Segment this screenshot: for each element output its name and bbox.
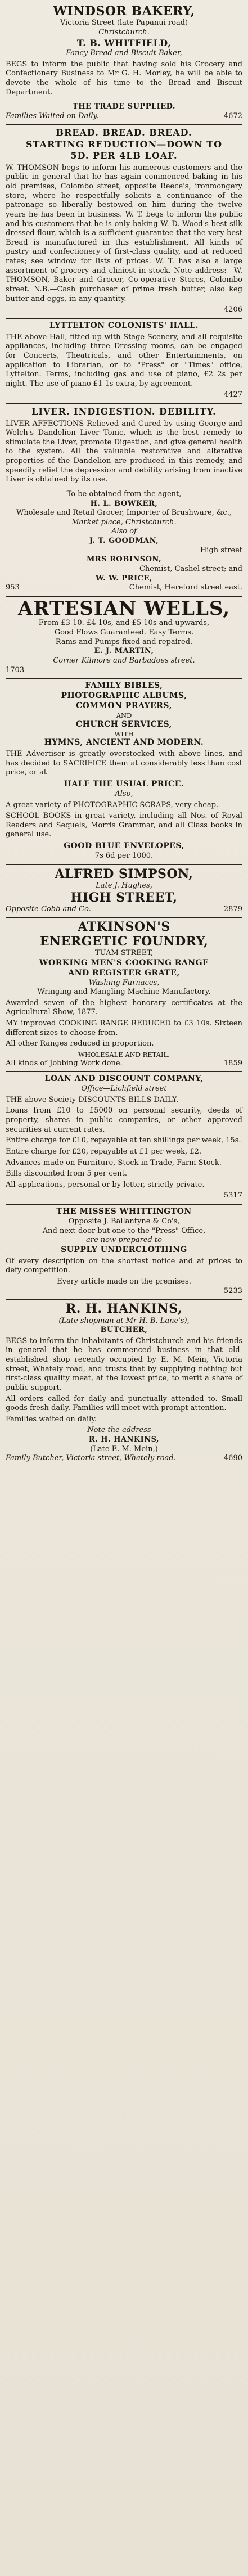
ad-range-1: WORKING MEN'S COOKING RANGE	[39, 958, 209, 967]
ad-number: 953	[6, 583, 20, 592]
ad-body: BEGS to inform the public that having sold his Grocery and Confectionery Business to Mr G. H. Morley, he will be able to devote the whole of his time to the Bread and Biscuit Department.	[6, 60, 242, 97]
ad-body: W. THOMSON begs to inform his numerous customers and the public in general that he has again commenced baking in his old premises, Colombo street, opposite Reece's, ironmongery store, where he respectfully solicits a continuance of the patronage so liberally bestowed on him during the twelve years he has been in business. W. T. begs to inform the public and his customers that he is only baking W. D. Wood's best silk dressed flour, which is a sufficient guarantee that the very best Bread is manufactured in this establishment. All kinds of pastry and confectionery of first-class quality, and at reduced rates; see window for lists of prices. W. T. has also a large assortment of grocery and cliniest in stock. Note address:—W. THOMSON, Baker and Grocer, Co-operative Stores, Colombo street. N.B.—Cash purchaser of prime fresh butter, also keg butter and eggs, in any quantity.	[6, 163, 242, 303]
ad-opposite: Opposite Cobb and Co.	[6, 904, 91, 913]
ad-body-3: All other Ranges reduced in proportion.	[6, 1039, 154, 1048]
ad-name: E. J. MARTIN,	[94, 647, 154, 656]
ad-title: WINDSOR BAKERY,	[53, 4, 195, 19]
ad-title-3: COMMON PRAYERS,	[76, 701, 172, 711]
ad-washing: Washing Furnaces,	[88, 978, 160, 987]
ad-body: THE Advertiser is greatly overstocked with above lines, and has decided to SACRIFICE them at considerably less than cost price, or at	[6, 750, 242, 777]
ad-family-bibles	[6, 679, 242, 864]
ad-title: ARTESIAN WELLS,	[17, 597, 231, 620]
ad-body: LIVER AFFECTIONS Relieved and Cured by using George and Welch's Dandelion Liver Tonic, which is the best remedy to stimulate the Liver, promote Digestion, and give general health to the system. All the valuable restorative and alterative properties of the Dandelion are produced in this remedy, and speedily relief the depression and debility arising from inactive Liver is obtained by its use.	[6, 419, 242, 484]
ad-body-6: Bills discounted from 5 per cent.	[6, 1169, 127, 1178]
ad-title: THE MISSES WHITTINGTON	[56, 1207, 192, 1217]
ad-title-5: HYMNS, ANCIENT AND MODERN.	[44, 738, 204, 747]
ad-address: Corner Kilmore and Barbadoes street.	[53, 656, 195, 665]
ad-agent: H. L. BOWKER,	[90, 499, 158, 508]
ad-good-price: 7s 6d per 1000.	[94, 852, 154, 861]
ad-price: From £3 10. £4 10s, and £5 10s and upwards,	[38, 619, 210, 628]
ad-kinds: All kinds of Jobbing Work done.	[6, 1059, 123, 1068]
ad-number: 4427	[223, 390, 242, 399]
ad-range-2: AND REGISTER GRATE,	[68, 968, 180, 978]
ad-body: Of every description on the shortest notice and at prices to defy competition.	[6, 1257, 242, 1275]
ad-liver-tonic	[6, 404, 242, 597]
ad-owner: T. B. WHITFIELD,	[76, 37, 172, 48]
ad-footer	[6, 583, 242, 593]
ad-office: Office—Lichfield street	[81, 1084, 167, 1093]
ad-body-4: Entire charge for £20, repayable at £1 per week, £2.	[6, 1147, 201, 1156]
ad-owner-line: Fancy Bread and Biscuit Baker,	[66, 49, 182, 58]
ad-next: And next-door but one to the "Press" Office,	[42, 1226, 206, 1235]
ad-wringing: Wringing and Mangling Machine Manufactory.	[37, 988, 211, 997]
ad-number: 4206	[223, 305, 242, 314]
ad-note: Note the address —	[87, 1426, 161, 1435]
ad-school: SCHOOL BOOKS in great variety, including all Nos. of Royal Readers and Sequels, Morris Grammar, and all Class books in general use.	[6, 812, 242, 839]
ad-and: AND	[116, 711, 132, 719]
ad-location: Victoria Street (late Papanui road)	[60, 19, 188, 28]
ad-orders: All orders called for daily and punctually attended to. Small goods fresh daily. Families will meet with prompt attention.	[6, 1394, 242, 1413]
ad-atkinson-foundry	[6, 918, 242, 1072]
ad-agent-line: Wholesale and Retail Grocer, Importer of Brushware, &c.,	[16, 508, 232, 517]
ad-artesian-wells	[6, 597, 242, 679]
ad-title-4: CHURCH SERVICES,	[75, 719, 173, 729]
ad-body-5: Advances made on Furniture, Stock-in-Trade, Farm Stock.	[6, 1158, 222, 1167]
ad-title-2: PHOTOGRAPHIC ALBUMS,	[61, 691, 187, 701]
ad-title: ALFRED SIMPSON,	[55, 866, 193, 881]
ad-opposite: Opposite J. Ballantyne & Co's,	[68, 1217, 180, 1226]
ad-late-2: (Late E. M. Mein,)	[90, 1444, 158, 1453]
ad-number: 5233	[223, 1286, 242, 1295]
ad-headline-3: 5D. PER 4LB LOAF.	[70, 150, 178, 161]
ad-body-7: All applications, personal or by letter, strictly private.	[6, 1180, 205, 1189]
ad-windsor-bakery	[6, 2, 242, 125]
ad-guarantee: Good Flows Guaranteed. Easy Terms.	[54, 628, 194, 637]
ad-footer-text: Family Butcher, Victoria street, Whately road.	[6, 1454, 176, 1463]
ad-city: Christchurch.	[98, 28, 150, 37]
ad-misses-whittington	[6, 1205, 242, 1300]
ad-address: Families waited on daily.	[6, 1415, 97, 1424]
ad-alfred-simpson	[6, 865, 242, 918]
ad-good: GOOD BLUE ENVELOPES,	[64, 841, 184, 851]
ad-rams: Rams and Pumps fixed and repaired.	[55, 637, 193, 646]
ad-butcher: BUTCHER,	[100, 1326, 148, 1335]
ad-every: Every article made on the premises.	[57, 1277, 191, 1286]
ad-goodman: J. T. GOODMAN,	[89, 537, 159, 546]
ad-number: 1703	[6, 665, 25, 674]
ad-also: Also,	[115, 789, 133, 798]
ad-late: (Late shopman at Mr H. B. Lane's),	[58, 1316, 190, 1325]
ad-with: WITH	[114, 729, 134, 738]
ad-agent-place: Market place, Christchurch.	[71, 517, 177, 526]
ad-now: are now prepared to	[86, 1236, 162, 1245]
ad-body: THE above Hall, fitted up with Stage Scenery, and all requisite appliances, including three Dressing rooms, can be engaged for Concerts, Theatricals, and other Entertainments, on application to Librarian, or to "Press" or "Times" office, Lyttelton. Terms, including gas and use of piano, £2 2s per night. The use of piano £1 1s extra, by agreement.	[6, 332, 242, 388]
ad-street: HIGH STREET,	[70, 890, 178, 905]
ad-address: TUAM STREET,	[94, 949, 154, 958]
ad-photo: A great variety of PHOTOGRAPHIC SCRAPS, very cheap.	[6, 800, 219, 809]
ad-body-2: MY improved COOKING RANGE REDUCED to £3 10s. Sixteen different sizes to choose from.	[6, 1019, 242, 1037]
ad-robinson: MRS ROBINSON,	[87, 555, 161, 564]
ad-body-2: Loans from £10 to £5000 on personal security, deeds of property, shares in public companies, or other approved securities at current rates.	[6, 1106, 242, 1134]
ad-families: Families Waited on Daily.	[6, 111, 99, 120]
ad-price-place: Chemist, Hereford street east.	[129, 583, 242, 592]
ad-hankins-butcher	[6, 1300, 242, 1467]
ad-body-3: Entire charge for £10, repayable at ten shillings per week, 15s.	[6, 1136, 241, 1145]
ad-number: 4672	[223, 111, 242, 120]
ad-trade: THE TRADE SUPPLIED.	[73, 102, 175, 111]
ad-robinson-place: Chemist, Cashel street; and	[139, 564, 242, 573]
ad-headline: LIVER. INDIGESTION. DEBILITY.	[31, 406, 217, 417]
ad-body: BEGS to inform the inhabitants of Christchurch and his friends in general that he has commenced business in that old-established shop recently occupied by E. M. Mein, Victoria street, Whately road, and trusts that by supplying nothing but first-class quality meat, at the lowest price, to merit a share of public support.	[6, 1336, 242, 1392]
ad-obtained: To be obtained from the agent,	[66, 489, 182, 498]
ad-name: R. H. HANKINS,	[88, 1435, 160, 1444]
ad-number: 4690	[223, 1454, 242, 1463]
ad-footer	[6, 1454, 242, 1463]
ad-number: 2879	[223, 904, 242, 913]
ad-supply: SUPPLY UNDERCLOTHING	[61, 1245, 187, 1254]
ad-title: LOAN AND DISCOUNT COMPANY,	[44, 1074, 204, 1084]
ad-footer	[6, 1059, 242, 1069]
ad-wholesale: WHOLESALE AND RETAIL.	[78, 1050, 170, 1059]
ad-title-2: ENERGETIC FOUNDRY,	[39, 934, 209, 949]
ad-half: HALF THE USUAL PRICE.	[64, 780, 184, 789]
ad-also: Also of	[111, 527, 137, 536]
ad-lyttelton-hall	[6, 319, 242, 404]
ad-body-1: Awarded seven of the highest honorary certificates at the Agricultural Show, 1877.	[6, 998, 242, 1017]
ad-loan-discount	[6, 1072, 242, 1205]
ad-title: LYTTELTON COLONISTS' HALL.	[49, 321, 199, 330]
ad-footer	[6, 112, 242, 121]
ad-body-1: THE above Society DISCOUNTS BILLS DAILY.	[6, 1095, 179, 1104]
ad-number: 5317	[223, 1191, 242, 1200]
ad-price: W. W. PRICE,	[96, 574, 152, 583]
ad-late: Late J. Hughes,	[96, 881, 152, 890]
ad-headline-2: STARTING REDUCTION—DOWN TO	[25, 138, 223, 150]
ad-title: ATKINSON'S	[78, 920, 170, 935]
ad-headline: BREAD. BREAD. BREAD.	[56, 127, 192, 138]
ad-bread	[6, 125, 242, 318]
ad-title: R. H. HANKINS,	[66, 1301, 182, 1317]
ad-footer	[6, 905, 242, 915]
ad-number: 1859	[223, 1059, 242, 1068]
ad-title-1: FAMILY BIBLES,	[85, 681, 163, 691]
ad-goodman-place: High street	[200, 546, 242, 555]
